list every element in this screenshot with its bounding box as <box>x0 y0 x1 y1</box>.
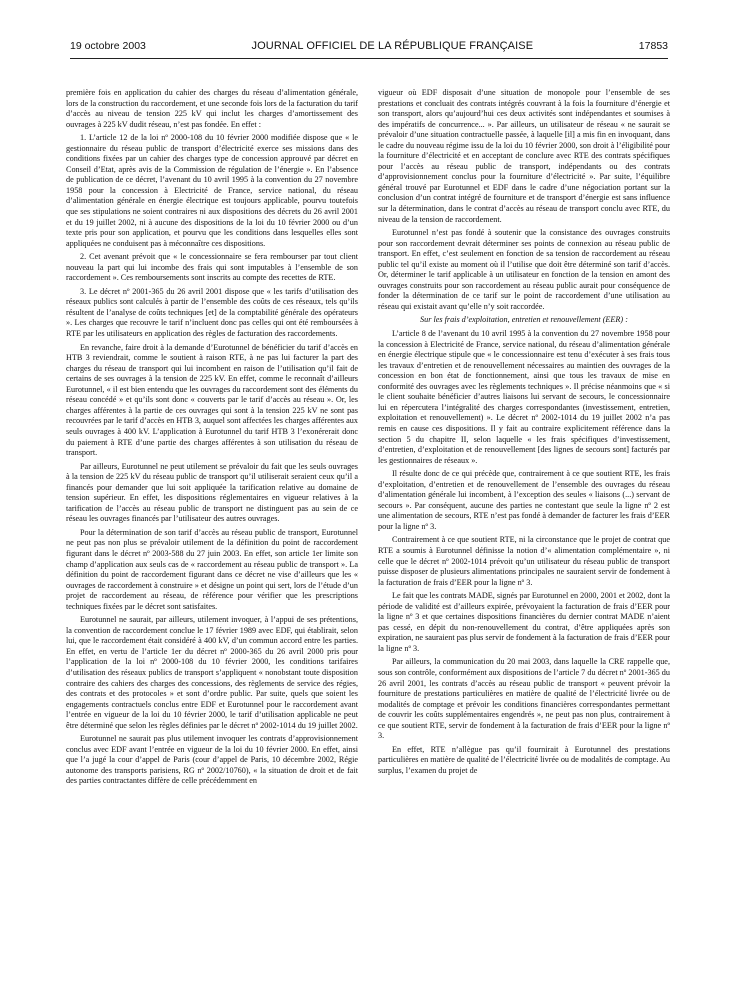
paragraph: 2. Cet avenant prévoit que « le concessionnaire se fera rembourser par tout client nouveau la part qui lui incombe des frais qui sont imputables à l’ensemble de son raccordement ». Ces remboursements sont inscrits au compte des recettes de RTE. <box>66 252 358 283</box>
paragraph: Par ailleurs, la communication du 20 mai 2003, dans laquelle la CRE rappelle que, sous son contrôle, conformément aux dispositions de l’article 7 du décret nº 2001-365 du 26 avril 2001, les contrats d’accès au réseau public de transport « peuvent prévoir la fourniture de prestations particulières en matière de qualité de l’électricité livrée ou de modalités de comptage et prévoir les conditions financières correspondantes permettant de couvrir les coûts supplémentaires engendrés », ne peut pas non plus, contrairement à ce que soutient RTE, servir de fondement à la facturation de frais d’EER pour la ligne nº 3. <box>378 657 670 741</box>
paragraph: Le fait que les contrats MADE, signés par Eurotunnel en 2000, 2001 et 2002, dont la période de validité est d’ailleurs expirée, prévoyaient la facturation de frais d’EER pour la ligne nº 3 et que certaines dispositions financières du dernier contrat MADE n’aient pas cessé, en dépit du non-renouvellement du contrat, d’être appliquées après son expiration, ne sauraient pas plus servir de fondement à la facturation de frais d’EER pour la ligne nº 3. <box>378 591 670 653</box>
paragraph: Il résulte donc de ce qui précède que, contrairement à ce que soutient RTE, les frais d’exploitation, d’entretien et de renouvellement de l’ensemble des ouvrages du réseau d’alimentation générale lui incombent, à l’exception des seules « liaisons (...) servant de secours ». Par conséquent, aucune des parties ne contestant que seule la ligne nº 2 est une alimentation de secours, RTE n’est pas fondé à demander de facturer les frais d’EER pour la ligne nº 3. <box>378 469 670 531</box>
page-header <box>70 40 668 54</box>
paragraph: L’article 8 de l’avenant du 10 avril 1995 à la convention du 27 novembre 1958 pour la concession à Electricité de France, service national, du réseau d’alimentation générale en énergie électrique stipule que « le concessionnaire est tenu d’exécuter à ses frais tous les travaux d’entretien et de renouvellement nécessaires au maintien des ouvrages de la concession en bon état de fonctionnement, ainsi que tous les travaux de mise en conformité des ouvrages avec les règlements techniques ». Il précise néanmoins que « si le client souhaite bénéficier d’autres liaisons lui servant de secours, le concessionnaire lui en répercutera l’intégralité des charges correspondantes (investissement, entretien, exploitation et renouvellement) ». Le décret nº 2002-1014 du 19 juillet 2002 n’a pas remis en cause ces dispositions. Il y fait au contraire explicitement référence dans la section 5 du chapitre II, selon laquelle « les frais spécifiques d’investissement, d’entretien, d’exploitation et de renouvellement [des lignes de secours sont] facturés par les gestionnaires de réseaux ». <box>378 329 670 465</box>
paragraph: En revanche, faire droit à la demande d’Eurotunnel de bénéficier du tarif d’accès en HTB 3 reviendrait, comme le soutient à raison RTE, à ne pas lui facturer la part des charges du réseau de transport qui lui incombent en raison de l’utilisation qu’il fait de certains de ses ouvrages à la tension de 225 kV. En effet, comme le reconnaît d’ailleurs Eurotunnel, « il est bien entendu que les ouvrages du raccordement sont des éléments du réseau concédé » et qu’ils sont donc « couverts par le tarif d’accès au réseau ». Or, les charges afférentes à la partie de ces ouvrages qui sont à la tension 225 kV ne sont pas recouvrées par le tarif d’accès en HTB 3, auquel sont affectées les charges afférentes aux seuls ouvrages à 400 kV. L’application à Eurotunnel du tarif HTB 3 l’exonérerait donc du paiement à RTE d’une partie des charges afférentes à son utilisation du réseau de transport. <box>66 342 358 458</box>
paragraph: Contrairement à ce que soutient RTE, ni la circonstance que le projet de contrat que RTE a soumis à Eurotunnel définisse la notion d’« alimentation complémentaire », ni celle que le décret nº 2002-1014 prévoit qu’un utilisateur du réseau public de transport puisse disposer de plusieurs alimentations principales ne sauraient servir de fondement à la facturation de frais d’EER pour la ligne nº 3. <box>378 535 670 587</box>
paragraph: première fois en application du cahier des charges du réseau d’alimentation générale, lors de la construction du raccordement, et une seconde fois lors de la facturation du tarif d’accès au niveau de tension 225 kV qui inclut les charges d’amortissement des ouvrages à 225 kV dudit réseau, n’est pas fondée. En effet : <box>66 88 358 129</box>
journal-title: JOURNAL OFFICIEL DE LA RÉPUBLIQUE FRANÇAISE <box>251 40 534 52</box>
header-date: 19 octobre 2003 <box>70 40 146 52</box>
paragraph: En effet, RTE n’allègue pas qu’il fournirait à Eurotunnel des prestations particulières en matière de qualité de l’électricité livrée ou de modalités de comptage. Au surplus, l’examen du projet de <box>378 744 670 775</box>
paragraph: vigueur où EDF disposait d’une situation de monopole pour l’ensemble de ses prestations et concluait des contrats intégrés couvrant à la fois la fourniture d’énergie et son transport, alors qu’aujourd’hui ces deux activités sont indépendantes et soumises à des impératifs de concurrence... ». Par ailleurs, un utilisateur de réseau « ne saurait se prévaloir d’une situation contractuelle passée, à laquelle [il] a mis fin en invoquant, dans le cadre du nouveau régime issu de la loi du 10 février 2000, son droit à l’éligibilité pour la fourniture d’électricité et en acceptant de conclure avec RTE des contrats spécifiques pour l’accès au réseau public de transport, indépendants ou des contrats d’approvisionnement conclus pour la fourniture d’électricité ». Par suite, l’équilibre général trouvé par Eurotunnel et EDF dans le cadre d’une négociation portant sur la conclusion d’un contrat intégré de fourniture et de transport d’énergie est sans influence sur la détermination, dans le contrat d’accès au réseau de transport conclu avec RTE, du niveau de la tension de raccordement. <box>378 88 670 224</box>
page-number: 17853 <box>638 40 668 52</box>
left-column <box>66 88 358 790</box>
section-title: Sur les frais d’exploitation, entretien et renouvellement (EER) : <box>420 315 628 325</box>
header-rule <box>70 58 668 59</box>
paragraph: Pour la détermination de son tarif d’accès au réseau public de transport, Eurotunnel ne peut pas non plus se prévaloir utilement de la définition du point de raccordement figurant dans le décret nº 2003-588 du 27 juin 2003. En effet, son article 1er limite son champ d’application aux seuls cas de « raccordement au réseau public de transport ». La définition du point de raccordement figurant dans ce décret ne vise d’ailleurs que les « ouvrages de raccordement à construire » et désigne un point qui sert, lors de l’étude d’un projet de raccordement au réseau, de référence pour vérifier que les prescriptions techniques fixées par le décret sont satisfaites. <box>66 527 358 611</box>
paragraph: Eurotunnel n’est pas fondé à soutenir que la consistance des ouvrages construits pour son raccordement devrait déterminer ses points de connexion au réseau public de transport. En effet, c’est seulement en fonction de sa tension de raccordement au réseau public tel qu’il existe au moment où il l’utilise que doit être déterminé son tarif d’accès. Or, déterminer le tarif applicable à un utilisateur en fonction de la tension en amont des ouvrages construits pour son raccordement au réseau public aurait pour conséquence de fonder la détermination de ce tarif sur le point de raccordement d’une utilisation au réseau qui existait avant qu’elle n’y soit raccordée. <box>378 228 670 311</box>
paragraph: Par ailleurs, Eurotunnel ne peut utilement se prévaloir du fait que les seuls ouvrages à la tension de 225 kV du réseau public de transport qu’il utiliserait seraient ceux qu’il a financés pour demander que lui soit appliquée la tarification relative au domaine de tension supérieur. En effet, les dispositions réglementaires en vigueur relatives à la tarification de l’accès au réseau public de transport ne distinguent pas au sein de ce réseau les ouvrages financés par l’utilisateur des autres ouvrages. <box>66 461 358 524</box>
paragraph: 1. L’article 12 de la loi nº 2000-108 du 10 février 2000 modifiée dispose que « le gestionnaire du réseau public de transport d’électricité exerce ses missions dans des conditions fixées par un cahier des charges type de concession approuvé par décret en Conseil d’Etat, après avis de la Commission de régulation de l’énergie ». En l’absence de publication de ce décret, l’avenant du 10 avril 1995 à la convention du 27 novembre 1958 pour la concession à Electricité de France, service national, du réseau d’alimentation générale en énergie électrique est toujours applicable, pourvu toutefois que ses stipulations ne soient contraires ni aux dispositions des décrets du 26 avril 2001 et du 19 juillet 2002, ni à aucune des dispositions de la loi du 10 février 2000 ou d’un texte pris pour son application, et pourvu que les conditions dans lesquelles elles sont appliquées ne conduisent pas à méconnaître ces dispositions. <box>66 133 358 248</box>
paragraph: 3. Le décret nº 2001-365 du 26 avril 2001 dispose que « les tarifs d’utilisation des réseaux publics sont calculés à partir de l’ensemble des coûts de ces réseaux, tels qu’ils résultent de l’analyse de coûts techniques [et] de la comptabilité générale des opérateurs ». Les charges que recouvre le tarif n’incluent donc pas celles qui ont été remboursées à RTE par les utilisateurs en application des règles de facturation des raccordements. <box>66 286 358 339</box>
paragraph: Eurotunnel ne saurait, par ailleurs, utilement invoquer, à l’appui de ses prétentions, la convention de raccordement conclue le 17 février 1989 avec EDF, qui établirait, selon lui, que le raccordement était considéré à 400 kV, d’un commun accord entre les parties. En effet, en vertu de l’article 1er du décret nº 2000-365 du 26 avril 2000 pris pour l’application de la loi nº 2000-108 du 10 février 2000, les conditions tarifaires d’utilisation des réseaux publics de transport s’appliquent « nonobstant toute disposition contraire des cahiers des charges des concessions, des règlements de service des régies, des contrats et des protocoles » et sont d’ordre public. Par suite, quels que soient les engagements contractuels conclus entre EDF et Eurotunnel pour le raccordement avant l’entrée en vigueur de la loi du 10 février 2000, le tarif d’utilisation applicable ne peut être déterminé que selon les règles définies par le décret nº 2002-1014 du 19 juillet 2002. <box>66 615 358 730</box>
paragraph: Eurotunnel ne saurait pas plus utilement invoquer les contrats d’approvisionnement conclus avec EDF avant l’entrée en vigueur de la loi du 10 février 2000. En effet, ainsi que l’a jugé la cour d’appel de Paris (cour d’appel de Paris, 10 décembre 2002, Régie autonome des transports parisiens, RG nº 2002/10760), « la situation de droit et de fait des parties contractantes diffère de celle précédemment en <box>66 734 358 786</box>
right-column <box>378 88 670 779</box>
